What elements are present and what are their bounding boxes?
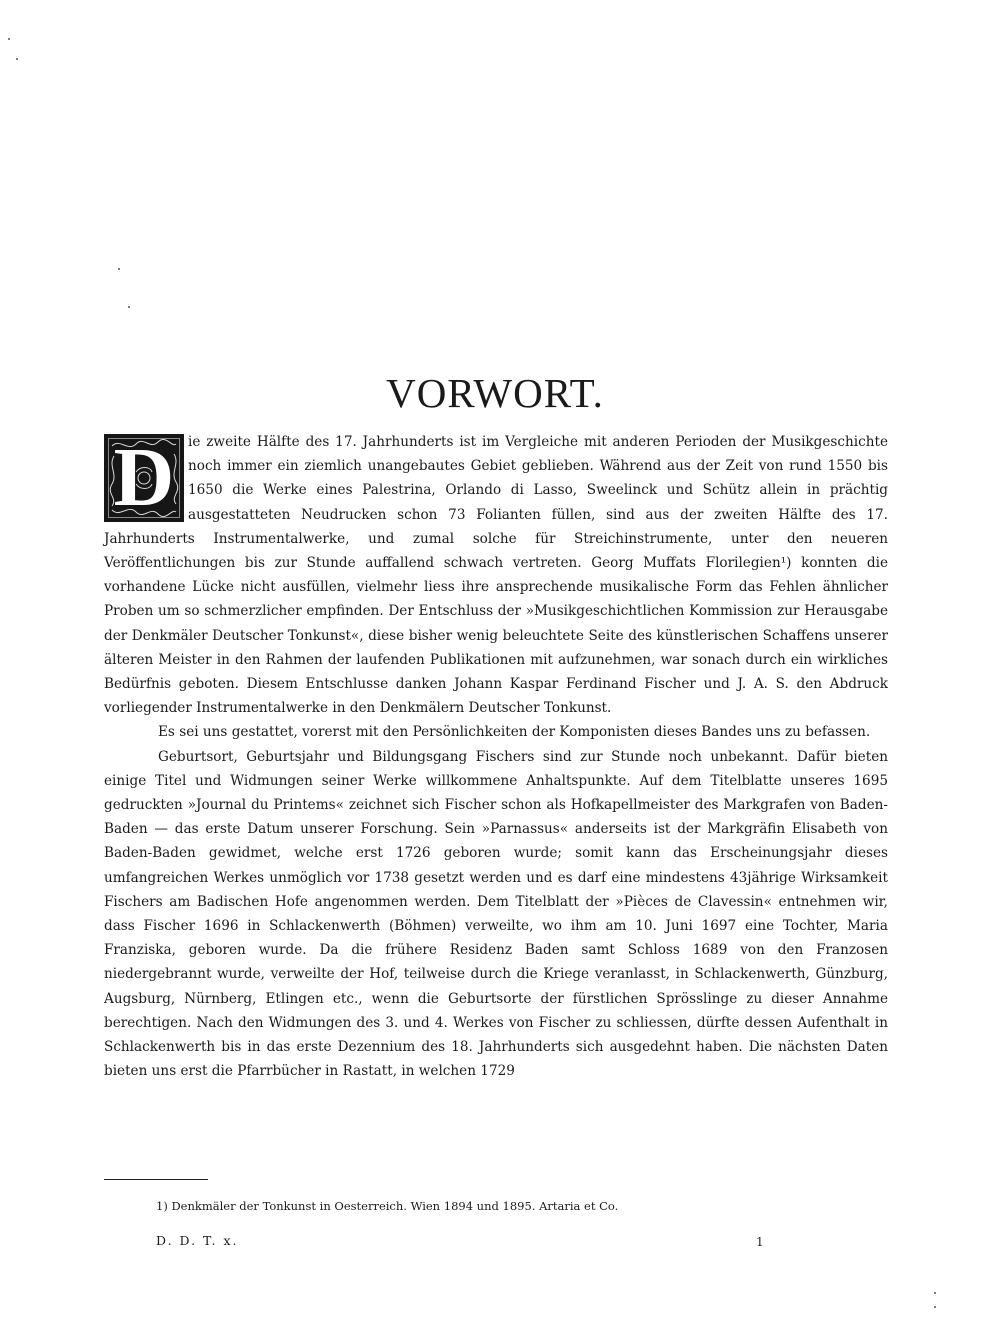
dropcap-initial — [104, 431, 184, 524]
speck — [16, 58, 18, 60]
page-number: 1 — [756, 1235, 764, 1249]
speck — [8, 38, 10, 40]
paragraph — [104, 430, 888, 720]
speck — [934, 1306, 936, 1308]
speck — [118, 268, 120, 270]
footnote-rule — [104, 1179, 208, 1180]
speck — [128, 306, 130, 308]
paragraph-text: ie zweite Hälfte des 17. Jahrhunderts ist im Vergleiche mit anderen Perioden der Musikgeschichte noch immer ein ziemlich unangebautes Gebiet geblieben. Während aus der Zeit von rund 1550 bis 1650 die Werke eines Palestrina, Orlando di Lasso, Sweelinck und Schütz allein in prächtig ausgestatteten Neudrucken schon 73 Folianten füllen, sind aus der zweiten Hälfte des 17. Jahrhunderts Instrumentalwerke, und zumal solche für Streichinstrumente, unter den neueren Veröffentlichungen bis zur Stunde auffallend schwach vertreten. Georg Muffats Florilegien¹) konnten die vorhandene Lücke nicht ausfüllen, vielmehr liess ihre ansprechende musikalische Form das Fehlen ähnlicher Proben um so schmerzlicher empfinden. Der Entschluss der »Musikgeschichtlichen Kommission zur Herausgabe der Denkmäler Deutscher Tonkunst«, diese bisher wenig beleuchtete Seite des künstlerischen Schaffens unserer älteren Meister in den Rahmen der laufenden Publikationen mit aufzunehmen, war sonach durch ein wirkliches Bedürfnis geboten. Diesem Entschlusse danken Johann Kaspar Ferdinand Fischer und J. A. S. den Abdruck vorliegender Instrumentalwerke in den Denkmälern Deutscher Tonkunst. — [104, 434, 888, 717]
speck — [934, 1292, 936, 1294]
paragraph: Geburtsort, Geburtsjahr und Bildungsgang Fischers sind zur Stunde noch unbekannt. Dafür bieten einige Titel und Widmungen seiner Werke willkommene Anhaltspunkte. Auf dem Titelblatte unseres 1695 gedruckten »Journal du Printems« zeichnet sich Fischer schon als Hofkapellmeister des Markgrafen von Baden-Baden — das erste Datum unserer Forschung. Sein »Parnassus« anderseits ist der Markgräfin Elisabeth von Baden-Baden gewidmet, welche erst 1726 geboren wurde; somit kann das Erscheinungsjahr dieses umfangreichen Werkes unmöglich vor 1738 gesetzt werden und es darf eine mindestens 43jährige Wirksamkeit Fischers am Badischen Hofe angenommen werden. Dem Titelblatt der »Pièces de Clavessin« entnehmen wir, dass Fischer 1696 in Schlackenwerth (Böhmen) verweilte, wo ihm am 10. Juni 1697 eine Tochter, Maria Franziska, geboren wurde. Da die frühere Residenz Baden samt Schloss 1689 von den Franzosen niedergebrannt wurde, verweilte der Hof, teilweise durch die Kriege veranlasst, in Schlackenwerth, Günzburg, Augsburg, Nürnberg, Etlingen etc., wenn die Geburtsorte der fürstlichen Sprösslinge zu dieser Annahme berechtigen. Nach den Widmungen des 3. und 4. Werkes von Fischer zu schliessen, dürfte dessen Aufenthalt in Schlackenwerth bis in das erste Dezennium des 18. Jahrhunderts sich ausgedehnt haben. Die nächsten Daten bieten uns erst die Pfarrbücher in Rastatt, in welchen 1729 — [104, 748, 888, 1080]
body-text — [104, 430, 888, 1083]
paragraph: Es sei uns gestattet, vorerst mit den Persönlichkeiten der Komponisten dieses Bandes uns zu befassen. — [158, 724, 871, 741]
signature-mark: D. D. T. x. — [156, 1233, 239, 1248]
dropcap-letter: D — [113, 431, 175, 524]
page-title: VORWORT. — [386, 370, 604, 417]
footnote: 1) Denkmäler der Tonkunst in Oesterreich. Wien 1894 und 1895. Artaria et Co. — [156, 1199, 619, 1213]
